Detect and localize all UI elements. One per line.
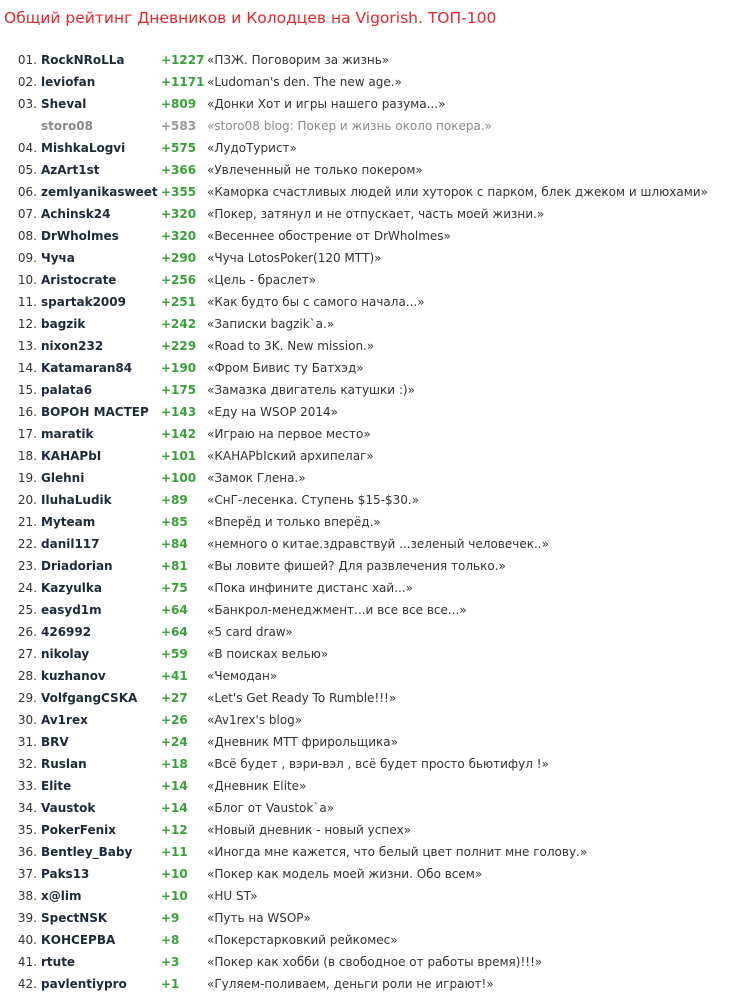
rank-number: 31. — [17, 735, 37, 749]
rank-number: 37. — [17, 867, 37, 881]
score-value: +575 — [161, 141, 197, 155]
score-value: +583 — [161, 119, 197, 133]
blog-title-link[interactable]: «Вы ловите фишей? Для развлечения только.» — [207, 559, 506, 573]
rank-number: 24. — [17, 581, 37, 595]
rating-row — [0, 489, 748, 511]
score-value: +84 — [161, 537, 188, 551]
rating-list — [0, 49, 748, 995]
user-name-link[interactable]: bagzik — [41, 317, 86, 331]
rank-number: 11. — [17, 295, 37, 309]
score-value: +11 — [161, 845, 188, 859]
rank-number: 39. — [17, 911, 37, 925]
blog-title-link[interactable]: «КАНАРbIский архипелаг» — [207, 449, 374, 463]
rank-number: 13. — [17, 339, 37, 353]
score-value: +355 — [161, 185, 197, 199]
score-value: +190 — [161, 361, 197, 375]
score-value: +175 — [161, 383, 197, 397]
user-name-link[interactable]: AzArt1st — [41, 163, 100, 177]
score-value: +10 — [161, 889, 188, 903]
blog-title-link[interactable]: «Банкрол-менеджмент...и все все все...» — [207, 603, 467, 617]
rank-number: 23. — [17, 559, 37, 573]
rating-row — [0, 929, 748, 951]
user-name-link[interactable]: MishkaLogvi — [41, 141, 126, 155]
user-name-link[interactable]: leviofan — [41, 75, 96, 89]
user-name-link[interactable]: RockNRoLLa — [41, 53, 125, 67]
rating-row — [0, 71, 748, 93]
score-value: +1227 — [161, 53, 205, 67]
blog-title-link[interactable]: «Ludoman's den. The new age.» — [207, 75, 402, 89]
score-value: +100 — [161, 471, 197, 485]
score-value: +320 — [161, 207, 197, 221]
rating-row — [0, 247, 748, 269]
user-name-link[interactable]: 426992 — [41, 625, 92, 639]
blog-title-link[interactable]: «storo08 blog: Покер и жизнь около покера.» — [207, 119, 492, 133]
user-name-link[interactable]: КОНСЕРВА — [41, 933, 116, 947]
score-value: +242 — [161, 317, 197, 331]
rank-number: 38. — [17, 889, 37, 903]
blog-title-link[interactable]: «Замок Глена.» — [207, 471, 306, 485]
score-value: +143 — [161, 405, 197, 419]
user-name-link[interactable]: Чуча — [41, 251, 75, 265]
rank-number: 34. — [17, 801, 37, 815]
user-name-link[interactable]: maratik — [41, 427, 94, 441]
rank-number: 15. — [17, 383, 37, 397]
blog-title-link[interactable]: «Гуляем-поливаем, деньги роли не играют!» — [207, 977, 494, 991]
user-name-link[interactable]: kuzhanov — [41, 669, 106, 683]
rank-number: 21. — [17, 515, 37, 529]
rating-row — [0, 225, 748, 247]
user-name-link[interactable]: IluhaLudik — [41, 493, 112, 507]
score-value: +18 — [161, 757, 188, 771]
blog-title-link[interactable]: «Играю на первое место» — [207, 427, 371, 441]
rank-number: 42. — [17, 977, 37, 991]
blog-title-link[interactable]: «Увлеченный не только покером» — [207, 163, 423, 177]
rating-row — [0, 93, 748, 115]
user-name-link[interactable]: Paks13 — [41, 867, 90, 881]
score-value: +12 — [161, 823, 188, 837]
score-value: +8 — [161, 933, 180, 947]
rank-number: 01. — [17, 53, 37, 67]
user-name-link[interactable]: palata6 — [41, 383, 93, 397]
rating-row — [0, 775, 748, 797]
score-value: +251 — [161, 295, 197, 309]
score-value: +1171 — [161, 75, 205, 89]
score-value: +75 — [161, 581, 188, 595]
rank-number: 30. — [17, 713, 37, 727]
rank-number: 04. — [17, 141, 37, 155]
user-name-link[interactable]: danil117 — [41, 537, 100, 551]
rank-number: 10. — [17, 273, 37, 287]
rating-row — [0, 621, 748, 643]
rating-row — [0, 181, 748, 203]
score-value: +229 — [161, 339, 197, 353]
rank-number: 20. — [17, 493, 37, 507]
user-name-link[interactable]: Elite — [41, 779, 72, 793]
score-value: +9 — [161, 911, 180, 925]
user-name-link[interactable]: Achinsk24 — [41, 207, 111, 221]
rating-row — [0, 819, 748, 841]
user-name-link[interactable]: spartak2009 — [41, 295, 126, 309]
user-name-link[interactable]: Vaustok — [41, 801, 96, 815]
blog-title-link[interactable]: «Av1rex's blog» — [207, 713, 303, 727]
user-name-link[interactable]: BRV — [41, 735, 69, 749]
rating-row — [0, 863, 748, 885]
user-name-link[interactable]: Kazyulka — [41, 581, 102, 595]
rank-number: 22. — [17, 537, 37, 551]
rating-row — [0, 709, 748, 731]
user-name-link[interactable]: nixon232 — [41, 339, 104, 353]
score-value: +142 — [161, 427, 197, 441]
user-name-link[interactable]: ВОРОН МАСТЕР — [41, 405, 149, 419]
user-name-link[interactable]: storo08 — [41, 119, 93, 133]
score-value: +256 — [161, 273, 197, 287]
score-value: +24 — [161, 735, 188, 749]
score-value: +26 — [161, 713, 188, 727]
user-name-link[interactable]: pavlentiypro — [41, 977, 127, 991]
user-name-link[interactable]: Myteam — [41, 515, 96, 529]
score-value: +89 — [161, 493, 188, 507]
score-value: +14 — [161, 779, 188, 793]
user-name-link[interactable]: Driadorian — [41, 559, 113, 573]
blog-title-link[interactable]: «Покер, затянул и не отпускает, часть моей жизни.» — [207, 207, 545, 221]
rating-row — [0, 577, 748, 599]
rating-row — [0, 731, 748, 753]
blog-title-link[interactable]: «ПЗЖ. Поговорим за жизнь» — [207, 53, 390, 67]
user-name-link[interactable]: Sheval — [41, 97, 87, 111]
score-value: +101 — [161, 449, 197, 463]
score-value: +290 — [161, 251, 197, 265]
rating-row — [0, 643, 748, 665]
user-name-link[interactable]: zemlyanikasweet — [41, 185, 158, 199]
blog-title-link[interactable]: «Покер как хобби (в свободное от работы время)!!!» — [207, 955, 543, 969]
rating-row — [0, 269, 748, 291]
rating-row — [0, 533, 748, 555]
blog-title-link[interactable]: «СнГ-лесенка. Ступень $15-$30.» — [207, 493, 420, 507]
rating-row — [0, 137, 748, 159]
rating-row — [0, 511, 748, 533]
rank-number: 09. — [17, 251, 37, 265]
rank-number: 16. — [17, 405, 37, 419]
blog-title-link[interactable]: «5 card draw» — [207, 625, 293, 639]
rating-row — [0, 313, 748, 335]
blog-title-link[interactable]: «Еду на WSOP 2014» — [207, 405, 339, 419]
user-name-link[interactable]: КАНАРbI — [41, 449, 102, 463]
blog-title-link[interactable]: «Дневник Elite» — [207, 779, 307, 793]
blog-title-link[interactable]: «Донки Хот и игры нашего разума...» — [207, 97, 446, 111]
rank-number: 18. — [17, 449, 37, 463]
score-value: +14 — [161, 801, 188, 815]
rating-row — [0, 423, 748, 445]
score-value: +59 — [161, 647, 188, 661]
score-value: +3 — [161, 955, 180, 969]
user-name-link[interactable]: x@lim — [41, 889, 82, 903]
blog-title-link[interactable]: «Чемодан» — [207, 669, 278, 683]
user-name-link[interactable]: Bentley_Baby — [41, 845, 133, 859]
rating-row — [0, 753, 748, 775]
score-value: +10 — [161, 867, 188, 881]
blog-title-link[interactable]: «Замазка двигатель катушки :)» — [207, 383, 415, 397]
rank-number: 03. — [17, 97, 37, 111]
rank-number: 19. — [17, 471, 37, 485]
rank-number: 14. — [17, 361, 37, 375]
rank-number: 26. — [17, 625, 37, 639]
blog-title-link[interactable]: «Новый дневник - новый успех» — [207, 823, 412, 837]
rank-number: 40. — [17, 933, 37, 947]
blog-title-link[interactable]: «Чуча LotosPoker(120 МТТ)» — [207, 251, 382, 265]
rank-number: 28. — [17, 669, 37, 683]
user-name-link[interactable]: Aristocrate — [41, 273, 117, 287]
score-value: +27 — [161, 691, 188, 705]
score-value: +64 — [161, 603, 188, 617]
rating-row — [0, 159, 748, 181]
score-value: +366 — [161, 163, 197, 177]
blog-title-link[interactable]: «Иногда мне кажется, что белый цвет полнит мне голову.» — [207, 845, 588, 859]
rating-row — [0, 115, 748, 137]
blog-title-link[interactable]: «Путь на WSOP» — [207, 911, 311, 925]
blog-title-link[interactable]: «Let's Get Ready To Rumble!!!» — [207, 691, 397, 705]
blog-title-link[interactable]: «Каморка счастливых людей или хуторок с парком, блек джеком и шлюхами» — [207, 185, 708, 199]
user-name-link[interactable]: Glehni — [41, 471, 85, 485]
rating-row — [0, 841, 748, 863]
rating-row — [0, 797, 748, 819]
rank-number: 06. — [17, 185, 37, 199]
rank-number: 29. — [17, 691, 37, 705]
user-name-link[interactable]: DrWholmes — [41, 229, 119, 243]
user-name-link[interactable]: nikolay — [41, 647, 90, 661]
blog-title-link[interactable]: «Записки bagzik`a.» — [207, 317, 335, 331]
score-value: +320 — [161, 229, 197, 243]
user-name-link[interactable]: PokerFenix — [41, 823, 116, 837]
blog-title-link[interactable]: «Вперёд и только вперёд.» — [207, 515, 381, 529]
rating-row — [0, 203, 748, 225]
blog-title-link[interactable]: «Блог от Vaustok`a» — [207, 801, 335, 815]
score-value: +1 — [161, 977, 180, 991]
user-name-link[interactable]: easyd1m — [41, 603, 102, 617]
rank-number: 27. — [17, 647, 37, 661]
rank-number: 07. — [17, 207, 37, 221]
score-value: +809 — [161, 97, 197, 111]
blog-title-link[interactable]: «Дневник МТТ фрирольщика» — [207, 735, 398, 749]
blog-title-link[interactable]: «HU ST» — [207, 889, 258, 903]
rating-row — [0, 335, 748, 357]
blog-title-link[interactable]: «Road to 3K. New mission.» — [207, 339, 375, 353]
rank-number: 41. — [17, 955, 37, 969]
blog-title-link[interactable]: «В поисках велью» — [207, 647, 329, 661]
blog-title-link[interactable]: «Цель - браслет» — [207, 273, 317, 287]
user-name-link[interactable]: Av1rex — [41, 713, 88, 727]
rank-number: 33. — [17, 779, 37, 793]
rating-row — [0, 951, 748, 973]
rating-row — [0, 467, 748, 489]
score-value: +41 — [161, 669, 188, 683]
rank-number: 25. — [17, 603, 37, 617]
rating-row — [0, 357, 748, 379]
rank-number: 08. — [17, 229, 37, 243]
rating-row — [0, 599, 748, 621]
rank-number: 32. — [17, 757, 37, 771]
user-name-link[interactable]: Ruslan — [41, 757, 87, 771]
rating-row — [0, 687, 748, 709]
rank-number: 17. — [17, 427, 37, 441]
rating-row — [0, 49, 748, 71]
score-value: +81 — [161, 559, 188, 573]
blog-title-link[interactable]: «Пока инфините дистанс хай...» — [207, 581, 413, 595]
blog-title-link[interactable]: «Фром Бивис ту Батхэд» — [207, 361, 364, 375]
rating-row — [0, 401, 748, 423]
score-value: +64 — [161, 625, 188, 639]
user-name-link[interactable]: Katamaran84 — [41, 361, 133, 375]
blog-title-link[interactable]: «немного о китае.здравствуй ...зеленый человечек..» — [207, 537, 549, 551]
rating-row — [0, 555, 748, 577]
user-name-link[interactable]: VolfgangCSKA — [41, 691, 138, 705]
score-value: +85 — [161, 515, 188, 529]
blog-title-link[interactable]: «ЛудоТурист» — [207, 141, 297, 155]
rating-row — [0, 885, 748, 907]
rating-row — [0, 973, 748, 995]
rank-number: 05. — [17, 163, 37, 177]
rank-number: 02. — [17, 75, 37, 89]
rating-row — [0, 665, 748, 687]
rank-number: 35. — [17, 823, 37, 837]
blog-title-link[interactable]: «Как будто бы с самого начала...» — [207, 295, 425, 309]
rank-number: 36. — [17, 845, 37, 859]
page-title: Общий рейтинг Дневников и Колодцев на Vigorish. ТОП-100 — [4, 9, 497, 27]
blog-title-link[interactable]: «Покерстарковкий рейкомес» — [207, 933, 398, 947]
blog-title-link[interactable]: «Весеннее обострение от DrWholmes» — [207, 229, 451, 243]
rating-row — [0, 291, 748, 313]
user-name-link[interactable]: rtute — [41, 955, 76, 969]
rating-row — [0, 379, 748, 401]
blog-title-link[interactable]: «Всё будет , вэри-вэл , всё будет просто бьютифул !» — [207, 757, 549, 771]
user-name-link[interactable]: SpectNSK — [41, 911, 108, 925]
rating-row — [0, 907, 748, 929]
blog-title-link[interactable]: «Покер как модель моей жизни. Обо всем» — [207, 867, 483, 881]
rating-row — [0, 445, 748, 467]
rank-number: 12. — [17, 317, 37, 331]
